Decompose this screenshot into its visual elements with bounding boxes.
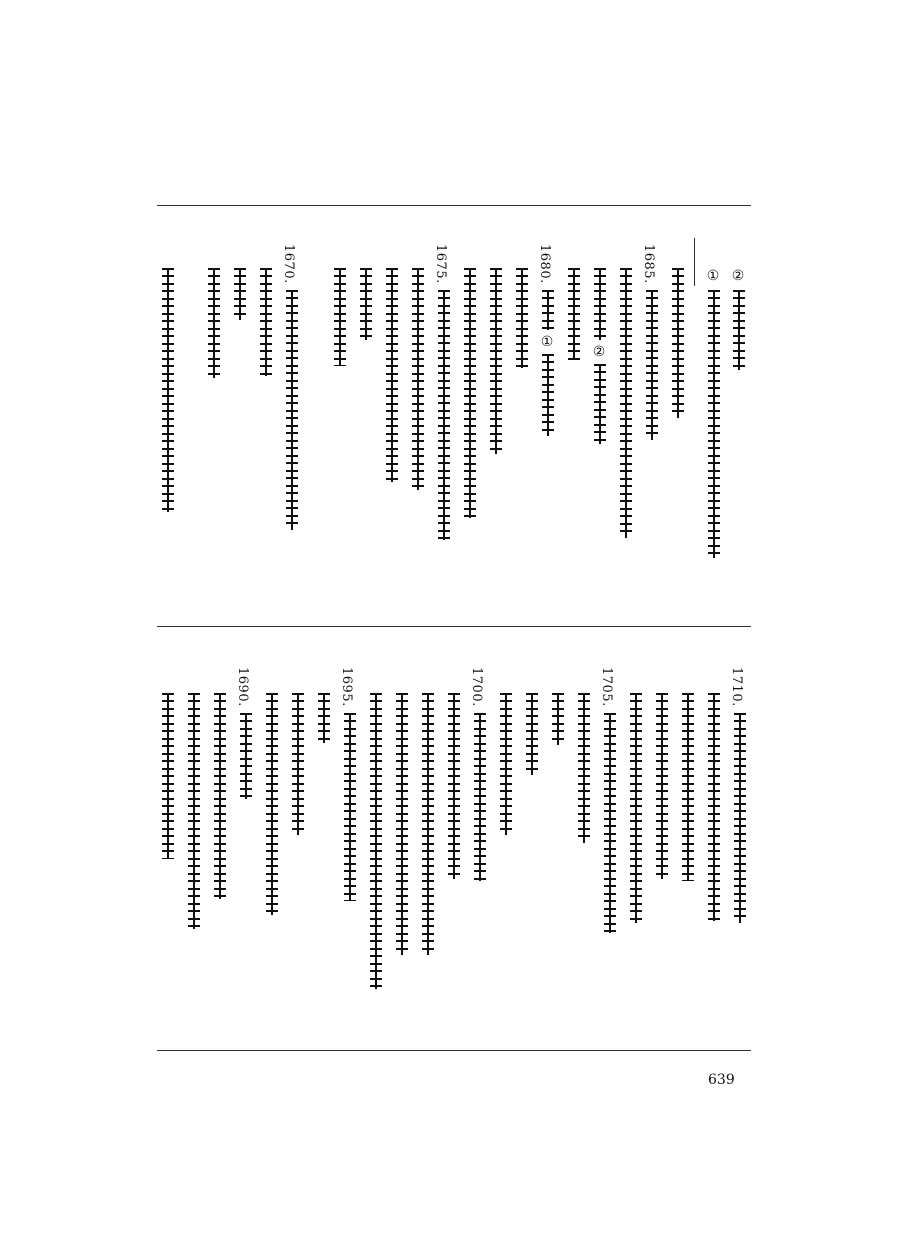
verse-line — [367, 693, 385, 989]
line-number-1685: 1685. — [641, 244, 656, 284]
note-ref-2: ② — [591, 344, 607, 360]
top-panel — [157, 206, 751, 626]
verse-line — [445, 693, 463, 879]
verse-line — [565, 268, 583, 360]
line-number-1675: 1675. — [433, 244, 448, 284]
verse-line — [497, 693, 515, 835]
verse-line — [679, 693, 697, 881]
footnote-2-text — [730, 290, 748, 370]
footnote-mark-2: ② — [730, 268, 746, 284]
verse-line — [357, 268, 375, 340]
verse-line — [539, 290, 557, 330]
verse-line — [383, 268, 401, 482]
verse-line — [159, 268, 177, 512]
verse-line — [471, 713, 489, 881]
verse-line — [159, 693, 177, 859]
verse-line — [289, 693, 307, 835]
verse-line — [591, 268, 609, 340]
footnote-1-text — [705, 290, 723, 558]
line-number-1695: 1695. — [339, 667, 354, 707]
verse-line — [263, 693, 281, 915]
verse-line — [409, 268, 427, 490]
verse-line — [627, 693, 645, 923]
verse-line — [487, 268, 505, 454]
line-number-1700: 1700. — [469, 667, 484, 707]
verse-line — [231, 268, 249, 320]
verse-line — [731, 713, 749, 923]
page-number: 639 — [708, 1072, 735, 1088]
footnote-mark-1: ① — [705, 268, 721, 284]
note-ref-1: ① — [539, 334, 555, 350]
verse-line — [237, 713, 255, 799]
verse-line — [331, 268, 349, 366]
verse-line — [617, 268, 635, 538]
verse-line — [513, 268, 531, 368]
line-number-1705: 1705. — [599, 667, 614, 707]
verse-line — [283, 290, 301, 530]
verse-line — [461, 268, 479, 518]
footnote-separator — [694, 238, 695, 286]
verse-line — [539, 354, 557, 436]
verse-line — [211, 693, 229, 899]
verse-line — [549, 693, 567, 745]
verse-line — [393, 693, 411, 955]
line-number-1680: 1680. — [537, 244, 552, 284]
verse-line — [315, 693, 333, 743]
verse-line — [185, 693, 203, 929]
verse-line — [643, 290, 661, 440]
verse-line — [419, 693, 437, 955]
bottom-panel — [157, 627, 751, 1050]
line-number-1670: 1670. — [281, 244, 296, 284]
verse-line — [205, 268, 223, 378]
line-number-1710: 1710. — [729, 667, 744, 707]
verse-line — [435, 290, 453, 540]
verse-line — [601, 713, 619, 933]
verse-line — [257, 268, 275, 376]
verse-line — [653, 693, 671, 879]
verse-line — [705, 693, 723, 921]
line-number-1690: 1690. — [235, 667, 250, 707]
verse-line — [341, 713, 359, 901]
verse-line — [575, 693, 593, 843]
verse-line — [591, 364, 609, 444]
bottom-rule — [157, 1050, 751, 1051]
verse-line — [669, 268, 687, 418]
verse-line — [523, 693, 541, 775]
